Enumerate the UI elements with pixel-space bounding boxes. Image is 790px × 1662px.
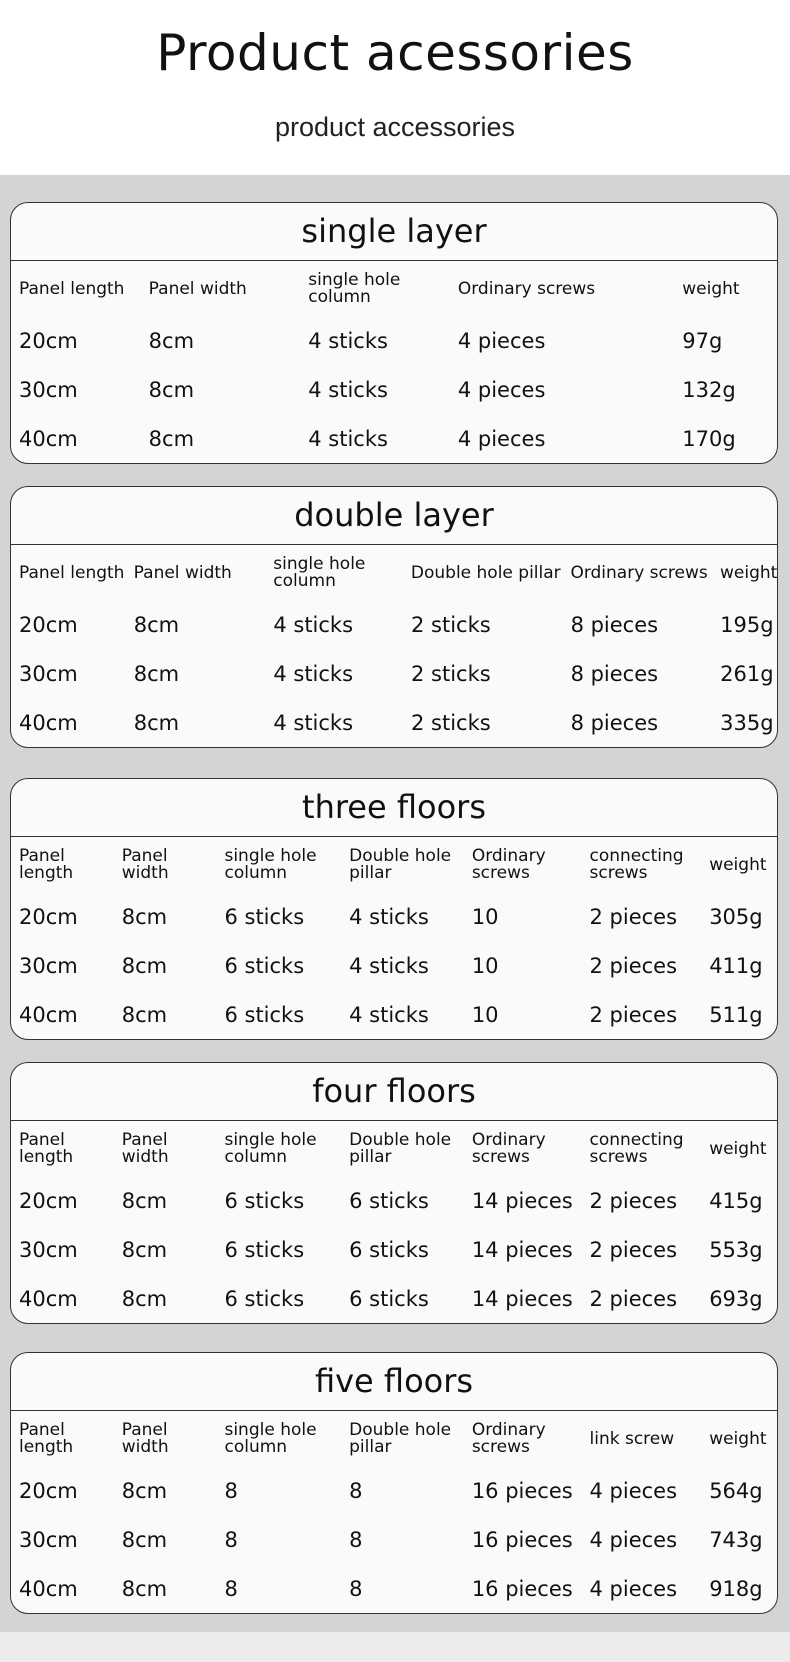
- table-cell: 20cm: [19, 905, 78, 929]
- table-cell: 14 pieces: [471, 1238, 573, 1262]
- column-header: Double hole pillar: [349, 846, 452, 883]
- table-card: [10, 202, 778, 464]
- column-header: Ordinary screws: [471, 1130, 546, 1167]
- table-card: [10, 486, 778, 748]
- column-header: weight: [709, 854, 767, 875]
- table-cell: 2 pieces: [589, 1003, 678, 1027]
- column-header: Panel width: [133, 562, 232, 583]
- table-cell: 743g: [709, 1528, 763, 1552]
- table-card: [10, 1352, 778, 1614]
- table-cell: 4 sticks: [273, 711, 354, 735]
- table-cell: 2 pieces: [589, 905, 678, 929]
- tables-area: [0, 175, 790, 1662]
- table-cell: 8cm: [133, 711, 180, 735]
- table-cell: 6 sticks: [224, 1189, 305, 1213]
- table-cell: 693g: [709, 1287, 763, 1311]
- table-cell: 6 sticks: [224, 954, 305, 978]
- table-cell: 40cm: [19, 1003, 78, 1027]
- table-cell: 305g: [709, 905, 763, 929]
- table-row: [11, 1565, 777, 1614]
- page-title: Product acessories: [156, 24, 634, 82]
- table-cell: 4 sticks: [308, 329, 388, 353]
- table-title: three floors: [11, 779, 777, 837]
- page-header: [0, 0, 790, 175]
- table-cell: 4 pieces: [589, 1479, 678, 1503]
- table-title: five floors: [11, 1353, 777, 1411]
- table-cell: 511g: [709, 1003, 763, 1027]
- table-row: [11, 1275, 777, 1324]
- table-cell: 4 pieces: [457, 329, 546, 353]
- table-header-row: [11, 545, 777, 601]
- table-cell: 8cm: [121, 1238, 168, 1262]
- table-cell: 335g: [720, 711, 774, 735]
- column-header: single hole column: [224, 1420, 317, 1457]
- table-cell: 261g: [720, 662, 774, 686]
- table-row: [11, 1177, 777, 1226]
- column-header: weight: [709, 1428, 767, 1449]
- table-header-row: [11, 1411, 777, 1467]
- table-cell: 918g: [709, 1577, 763, 1601]
- table-cell: 8cm: [121, 1003, 168, 1027]
- table-row: [11, 1467, 777, 1516]
- table-cell: 415g: [709, 1189, 763, 1213]
- table-cell: 14 pieces: [471, 1287, 573, 1311]
- footer-strip: [0, 1632, 790, 1662]
- table-cell: 8cm: [121, 905, 168, 929]
- table-cell: 195g: [720, 613, 774, 637]
- table-cell: 4 sticks: [308, 427, 388, 451]
- column-header: Double hole pillar: [349, 1420, 452, 1457]
- column-header: Panel length: [19, 562, 125, 583]
- table-cell: 8cm: [133, 662, 180, 686]
- table-cell: 16 pieces: [471, 1528, 573, 1552]
- table-cell: 2 sticks: [410, 711, 491, 735]
- table-cell: 10: [471, 905, 499, 929]
- table-cell: 8cm: [148, 378, 195, 402]
- table-cell: 16 pieces: [471, 1577, 573, 1601]
- table-row: [11, 366, 777, 415]
- column-header: weight: [720, 562, 778, 583]
- table-cell: 40cm: [19, 1287, 78, 1311]
- table-cell: 20cm: [19, 613, 78, 637]
- table-cell: 8: [224, 1577, 238, 1601]
- table-cell: 14 pieces: [471, 1189, 573, 1213]
- table-cell: 8cm: [133, 613, 180, 637]
- column-header: connecting screws: [589, 846, 684, 883]
- table-cell: 8: [349, 1479, 363, 1503]
- table-cell: 8: [349, 1528, 363, 1552]
- table-cell: 20cm: [19, 1189, 78, 1213]
- table-row: [11, 893, 777, 942]
- table-cell: 4 pieces: [589, 1528, 678, 1552]
- table-cell: 20cm: [19, 329, 78, 353]
- column-header: Panel width: [148, 278, 247, 299]
- column-header: weight: [709, 1138, 767, 1159]
- column-header: single hole column: [308, 270, 401, 307]
- table-cell: 8cm: [121, 1577, 168, 1601]
- column-header: Panel length: [19, 846, 74, 883]
- table-cell: 16 pieces: [471, 1479, 573, 1503]
- table-cell: 8cm: [121, 1189, 168, 1213]
- table-cell: 4 sticks: [349, 954, 429, 978]
- table-cell: 4 sticks: [273, 613, 354, 637]
- table-cell: 20cm: [19, 1479, 78, 1503]
- table-cell: 4 sticks: [349, 905, 429, 929]
- column-header: Ordinary screws: [471, 1420, 546, 1457]
- table-title: four floors: [11, 1063, 777, 1121]
- table-row: [11, 991, 777, 1040]
- table-row: [11, 942, 777, 991]
- column-header: Ordinary screws: [570, 562, 708, 583]
- table-cell: 6 sticks: [349, 1189, 429, 1213]
- column-header: Ordinary screws: [457, 278, 596, 299]
- table-row: [11, 317, 777, 366]
- table-cell: 4 sticks: [308, 378, 388, 402]
- table-cell: 411g: [709, 954, 763, 978]
- table-card: [10, 778, 778, 1040]
- table-cell: 8 pieces: [570, 662, 659, 686]
- table-cell: 30cm: [19, 1528, 78, 1552]
- table-cell: 4 sticks: [349, 1003, 429, 1027]
- table-cell: 8: [349, 1577, 363, 1601]
- table-cell: 40cm: [19, 427, 78, 451]
- table-cell: 8cm: [148, 329, 195, 353]
- table-row: [11, 1226, 777, 1275]
- column-header: Double hole pillar: [349, 1130, 452, 1167]
- table-row: [11, 1516, 777, 1565]
- table-cell: 6 sticks: [349, 1238, 429, 1262]
- table-cell: 553g: [709, 1238, 763, 1262]
- table-cell: 2 sticks: [410, 613, 491, 637]
- table-cell: 6 sticks: [224, 1238, 305, 1262]
- table-cell: 170g: [682, 427, 736, 451]
- table-cell: 6 sticks: [224, 905, 305, 929]
- table-cell: 4 pieces: [457, 427, 546, 451]
- table-header-row: [11, 261, 777, 317]
- column-header: Double hole pillar: [410, 562, 561, 583]
- table-card: [10, 1062, 778, 1324]
- table-cell: 8cm: [121, 954, 168, 978]
- table-header-row: [11, 837, 777, 893]
- table-cell: 8: [224, 1528, 238, 1552]
- table-cell: 2 sticks: [410, 662, 491, 686]
- table-cell: 132g: [682, 378, 736, 402]
- table-cell: 97g: [682, 329, 723, 353]
- column-header: single hole column: [224, 846, 317, 883]
- table-cell: 4 pieces: [457, 378, 546, 402]
- table-cell: 10: [471, 954, 499, 978]
- table-cell: 564g: [709, 1479, 763, 1503]
- table-cell: 6 sticks: [349, 1287, 429, 1311]
- table-cell: 2 pieces: [589, 954, 678, 978]
- table-cell: 40cm: [19, 711, 78, 735]
- table-cell: 6 sticks: [224, 1003, 305, 1027]
- table-header-row: [11, 1121, 777, 1177]
- column-header: Ordinary screws: [471, 846, 546, 883]
- table-cell: 30cm: [19, 1238, 78, 1262]
- table-row: [11, 415, 777, 464]
- column-header: Panel length: [19, 278, 125, 299]
- column-header: Panel width: [121, 1130, 169, 1167]
- table-row: [11, 650, 777, 699]
- table-cell: 8 pieces: [570, 613, 659, 637]
- table-cell: 8cm: [148, 427, 195, 451]
- column-header: Panel length: [19, 1130, 74, 1167]
- table-title: double layer: [11, 487, 777, 545]
- table-row: [11, 601, 777, 650]
- table-cell: 10: [471, 1003, 499, 1027]
- table-cell: 40cm: [19, 1577, 78, 1601]
- table-cell: 30cm: [19, 954, 78, 978]
- column-header: link screw: [589, 1428, 675, 1449]
- table-cell: 8cm: [121, 1287, 168, 1311]
- column-header: single hole column: [273, 554, 366, 591]
- table-cell: 30cm: [19, 378, 78, 402]
- column-header: weight: [682, 278, 740, 299]
- table-cell: 8: [224, 1479, 238, 1503]
- column-header: connecting screws: [589, 1130, 684, 1167]
- column-header: Panel width: [121, 1420, 169, 1457]
- table-row: [11, 699, 777, 748]
- table-cell: 4 pieces: [589, 1577, 678, 1601]
- column-header: Panel width: [121, 846, 169, 883]
- table-cell: 6 sticks: [224, 1287, 305, 1311]
- table-cell: 30cm: [19, 662, 78, 686]
- column-header: Panel length: [19, 1420, 74, 1457]
- table-cell: 2 pieces: [589, 1238, 678, 1262]
- table-cell: 2 pieces: [589, 1189, 678, 1213]
- table-cell: 8 pieces: [570, 711, 659, 735]
- column-header: single hole column: [224, 1130, 317, 1167]
- table-cell: 8cm: [121, 1479, 168, 1503]
- table-cell: 4 sticks: [273, 662, 354, 686]
- table-title: single layer: [11, 203, 777, 261]
- table-cell: 2 pieces: [589, 1287, 678, 1311]
- page-subtitle: product accessories: [274, 112, 516, 142]
- table-cell: 8cm: [121, 1528, 168, 1552]
